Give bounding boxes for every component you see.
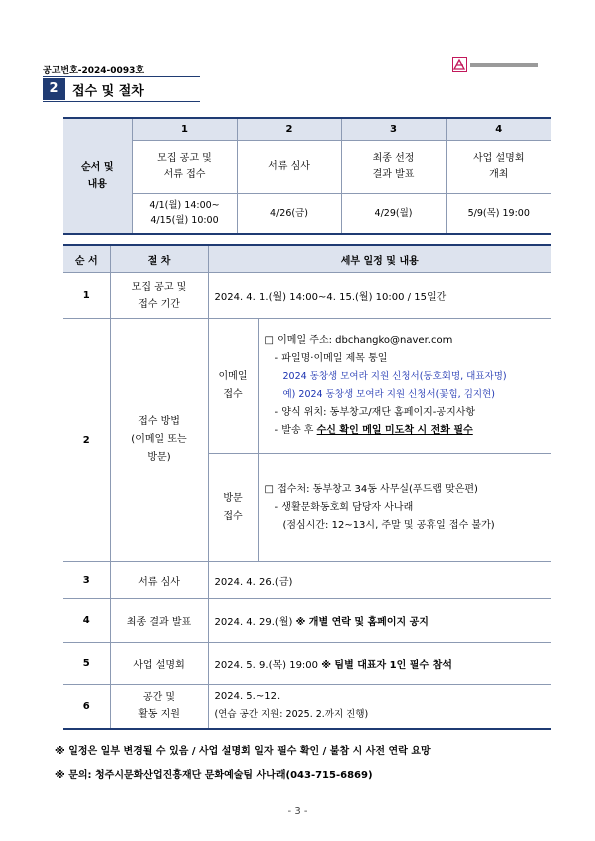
email-address: □ 이메일 주소: dbchangko@naver.com	[264, 335, 453, 346]
email-method-label: 이메일 접수	[208, 319, 258, 454]
section-title: 접수 및 절차	[72, 84, 144, 99]
step-date: 4/26(금)	[237, 194, 341, 234]
row-number: 3	[63, 562, 110, 599]
row-step: 공간 및 활동 지원	[110, 685, 208, 729]
step-date: 4/1(월) 14:00~ 4/15(월) 10:00	[132, 194, 237, 234]
step-number: 2	[237, 118, 341, 141]
schedule-table	[63, 117, 551, 235]
step-title: 서류 심사	[237, 141, 341, 194]
email-method-detail	[258, 319, 551, 454]
foundation-logo	[452, 57, 542, 73]
row-number: 4	[63, 599, 110, 643]
step-date: 5/9(목) 19:00	[446, 194, 551, 234]
email-filename-example: 예) 2024 동창생 모여라 지원 신청서(꽃힘, 김지현)	[282, 389, 495, 400]
page-number: - 3 -	[287, 806, 308, 817]
schedule-row-header: 순서 및 내용	[63, 118, 132, 234]
row-step: 최종 결과 발표	[110, 599, 208, 643]
visit-method-label: 방문 접수	[208, 454, 258, 562]
logo-mark-icon	[452, 57, 467, 72]
step-number: 4	[446, 118, 551, 141]
row-number: 2	[63, 319, 110, 562]
email-filename-rule: - 파일명·이메일 제목 통일	[274, 353, 388, 364]
section-rule-bottom	[43, 101, 200, 102]
row-step: 모집 공고 및 접수 기간	[110, 273, 208, 319]
section-number: 2	[43, 78, 65, 100]
row-step: 사업 설명회	[110, 643, 208, 685]
step-title: 최종 선정 결과 발표	[341, 141, 446, 194]
header-detail: 세부 일정 및 내용	[208, 245, 551, 273]
header-order: 순 서	[63, 245, 110, 273]
visit-contact: - 생활문화동호회 담당자 사나래	[274, 501, 414, 513]
visit-location: □ 접수처: 동부창고 34동 사무실(푸드랩 맞은편)	[264, 483, 478, 495]
form-location: - 양식 위치: 동부창고/재단 홈페이지-공지사항	[274, 407, 476, 418]
row-detail: 2024. 4. 1.(월) 14:00~4. 15.(월) 10:00 / 15일간	[208, 273, 551, 319]
row-detail: 2024. 4. 29.(월) ※ 개별 연락 및 홈페이지 공지	[208, 599, 551, 643]
row-step: 서류 심사	[110, 562, 208, 599]
header-step: 절 차	[110, 245, 208, 273]
logo-wordmark-icon	[470, 61, 540, 69]
step-title: 사업 설명회 개최	[446, 141, 551, 194]
step-number: 3	[341, 118, 446, 141]
visit-hours: (점심시간: 12~13시, 주말 및 공휴일 접수 불가)	[282, 519, 495, 531]
row-detail: 2024. 5.~12. (연습 공간 지원: 2025. 2.까지 진행)	[208, 685, 551, 729]
email-filename-format: 2024 동창생 모여라 지원 신청서(동호회명, 대표자명)	[282, 371, 507, 382]
visit-method-detail	[258, 454, 551, 562]
email-confirm-note: - 발송 후 수신 확인 메일 미도착 시 전화 필수	[274, 425, 473, 436]
step-date: 4/29(월)	[341, 194, 446, 234]
contact-note: ※ 문의: 청주시문화산업진흥재단 문화예술팀 사나래(043-715-6869)	[55, 770, 373, 781]
row-number: 6	[63, 685, 110, 729]
row-detail: 2024. 4. 26.(금)	[208, 562, 551, 599]
row-step: 접수 방법 (이메일 또는 방문)	[110, 319, 208, 562]
procedure-table	[63, 244, 551, 730]
row-number: 1	[63, 273, 110, 319]
step-title: 모집 공고 및 서류 접수	[132, 141, 237, 194]
step-number: 1	[132, 118, 237, 141]
notice-number: 공고번호-2024-0093호	[43, 66, 145, 76]
schedule-change-note: ※ 일정은 일부 변경될 수 있음 / 사업 설명회 일자 필수 확인 / 불참 시 사전 연락 요망	[55, 746, 431, 757]
section-rule-top	[43, 76, 200, 77]
row-detail: 2024. 5. 9.(목) 19:00 ※ 팀별 대표자 1인 필수 참석	[208, 643, 551, 685]
row-number: 5	[63, 643, 110, 685]
